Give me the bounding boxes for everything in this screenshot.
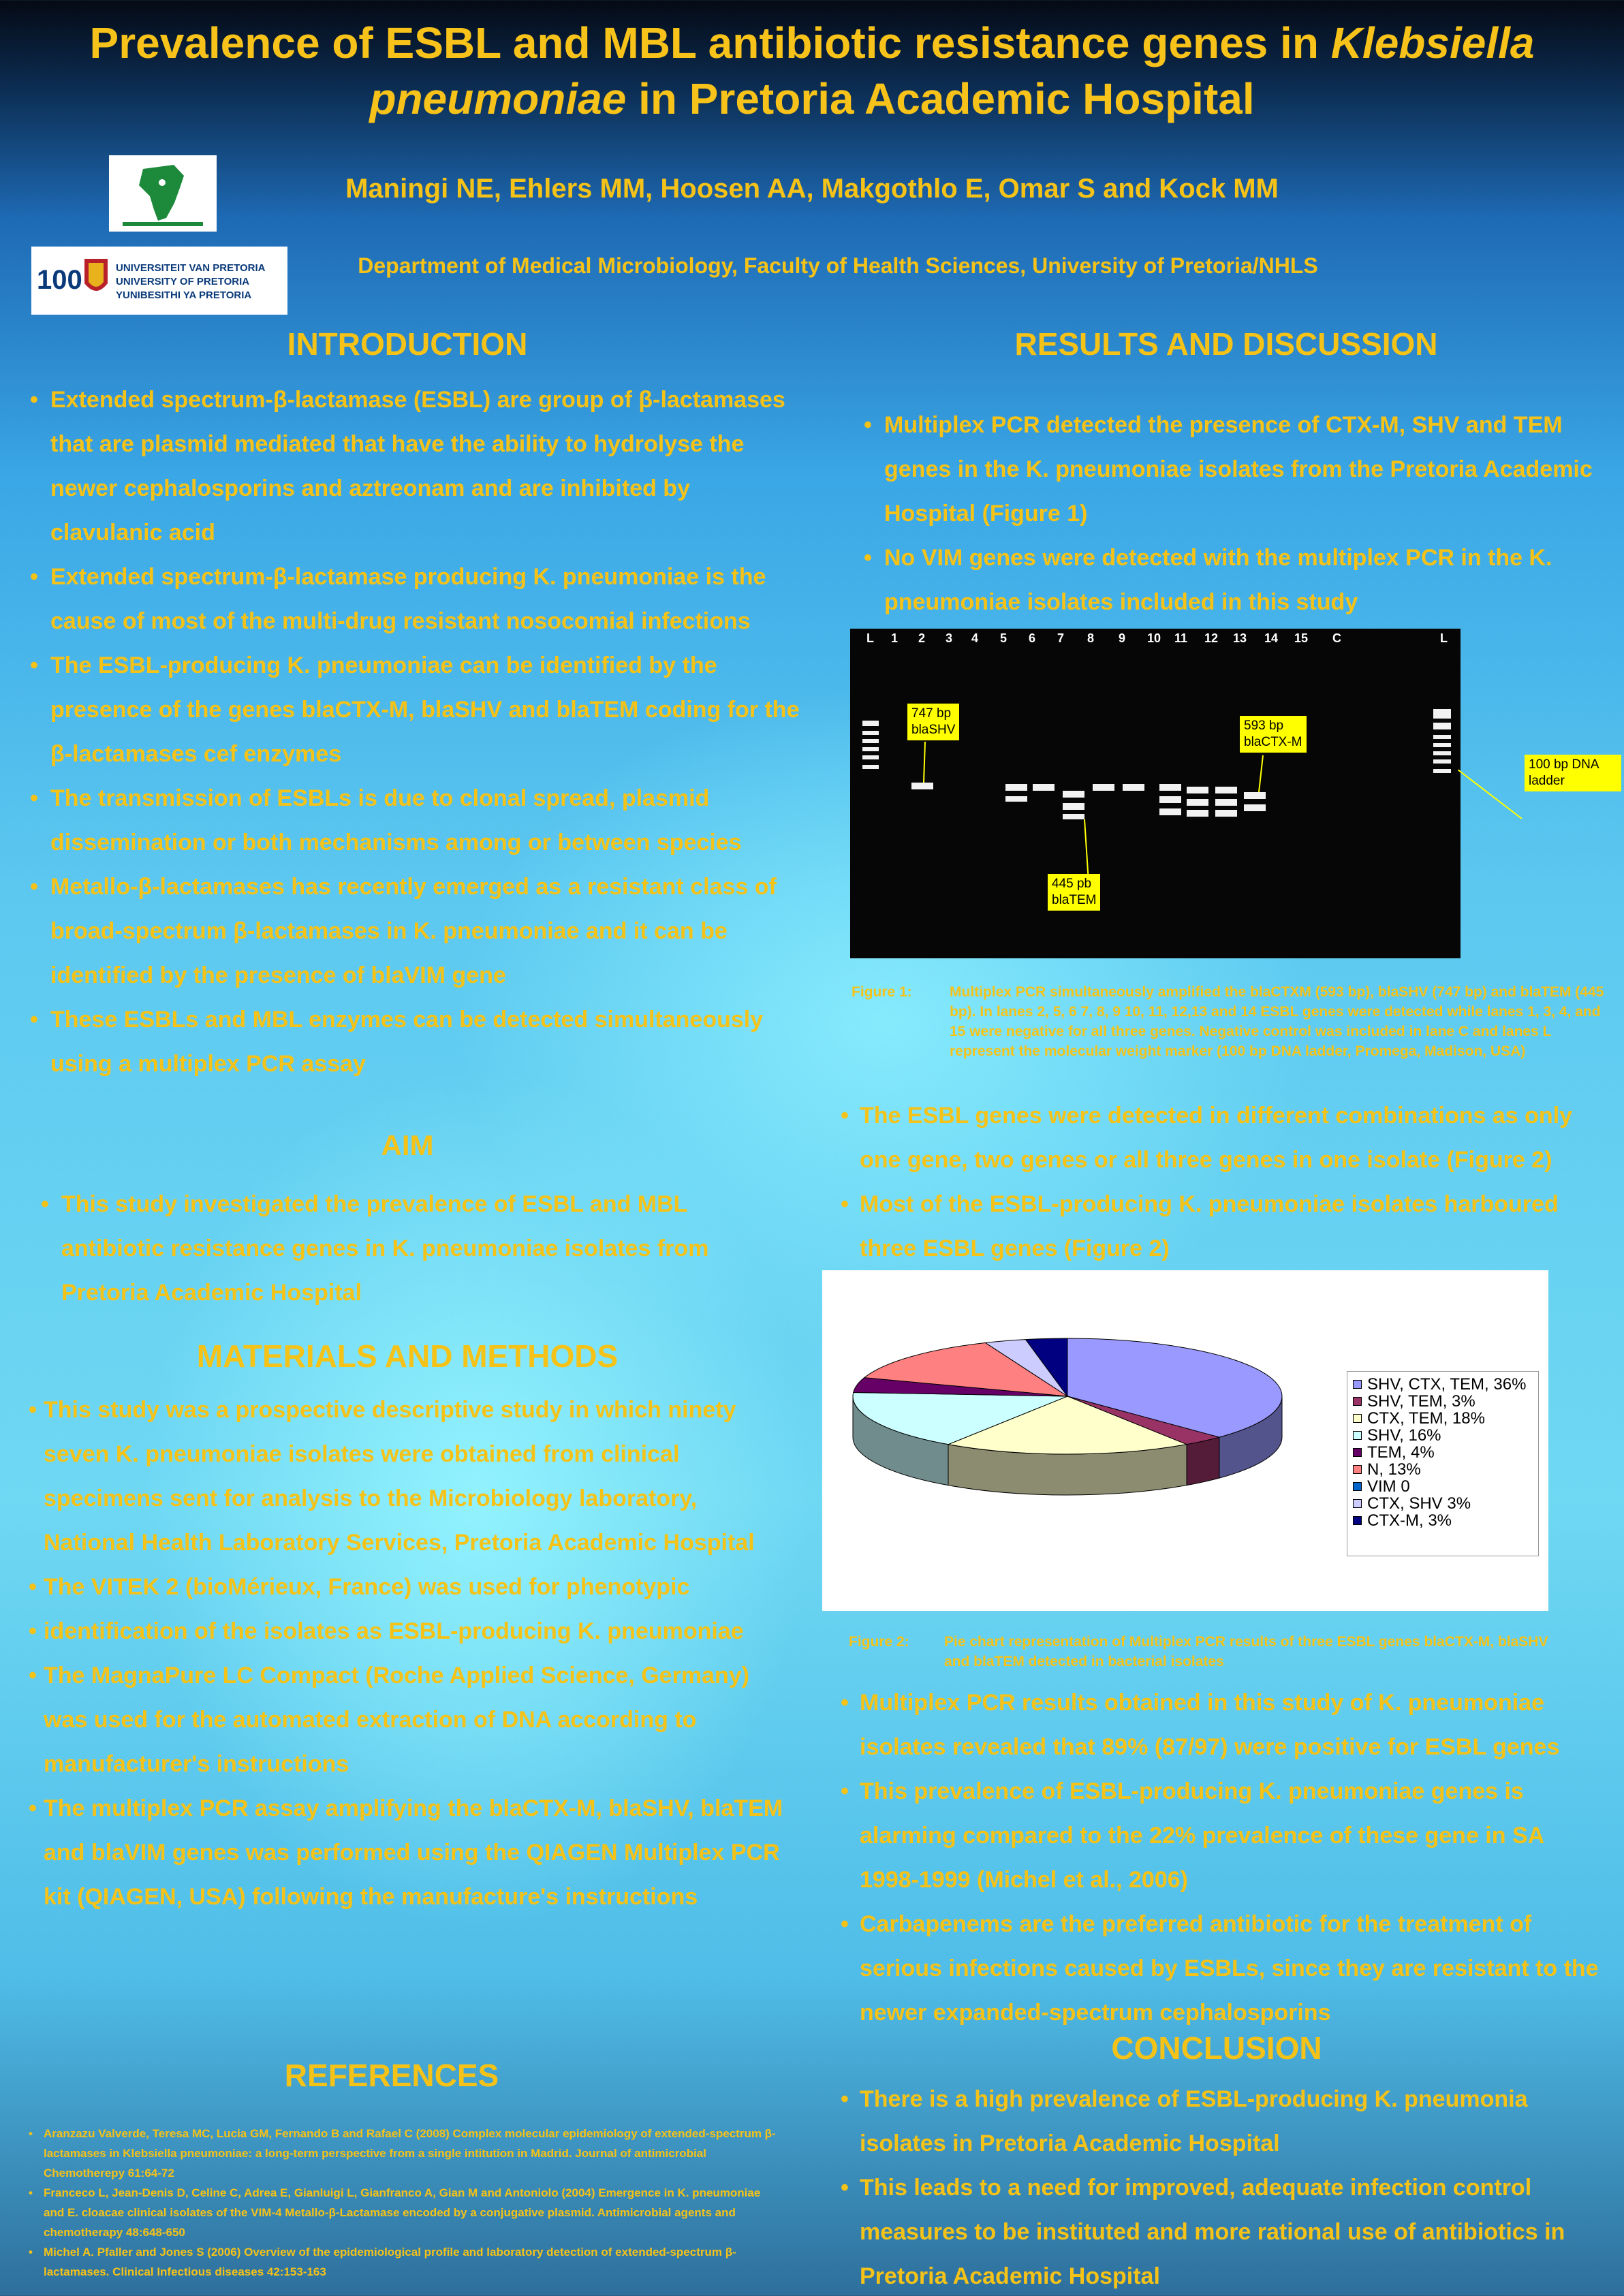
legend-entry — [1353, 1461, 1533, 1478]
gel-lane-label: 12 — [1204, 631, 1219, 645]
legend-label: CTX, TEM, 18% — [1367, 1409, 1485, 1428]
title-part1: Prevalence of ESBL and MBL antibiotic resistance genes in — [89, 18, 1331, 67]
results-bullet: • No VIM genes were detected with the multiplex PCR in the K. pneumoniae isolates included in this study — [864, 545, 1552, 615]
results-heading: RESULTS AND DISCUSSION — [1014, 326, 1438, 362]
gel-lane-label: 9 — [1119, 631, 1126, 645]
gel-lane-label: 5 — [1000, 631, 1008, 645]
callout-ladder: 100 bp DNA ladder — [1525, 755, 1621, 791]
legend-swatch — [1353, 1465, 1362, 1474]
conclusion-bullet: • This leads to a need for improved, adequate infection control measures to be instituted and more rational use of antibiotics in Pretoria Academic Hospital — [841, 2175, 1565, 2289]
legend-label: TEM, 4% — [1367, 1443, 1435, 1462]
intro-list — [30, 378, 800, 1086]
gel-lane-label: L — [1440, 631, 1448, 645]
legend-entry — [1353, 1393, 1533, 1410]
references-heading: REFERENCES — [284, 2058, 499, 2093]
methods-bullet: • The MagnaPure LC Compact (Roche Applied Science, Germany) was used for the automated extraction of DNA according to manufacturer's instructions — [29, 1663, 749, 1777]
legend-label: SHV, 16% — [1367, 1426, 1441, 1445]
intro-bullet: • The transmission of ESBLs is due to clonal spread, plasmid dissemination or both mechanisms among or between species — [30, 785, 742, 855]
aim-list — [41, 1182, 783, 1315]
legend-entry — [1353, 1444, 1533, 1461]
figure-1-caption: Multiplex PCR simultaneously amplified the blaCTXM (593 bp), blaSHV (747 bp) and blaTEM (445 bp). In lanes 2, 5, 6 7, 8, 9 10, 11, 12,13 and 14 ESBL genes were detected while lanes 1, 3, 4, and 15 were negative for all three genes. Negative control was included in lane C and lanes L represent the molecular weight marker (100 bp DNA ladder, Promega, Madison, USA) — [950, 984, 1604, 1059]
legend-swatch — [1353, 1380, 1362, 1389]
title-part2: in Pretoria Academic Hospital — [626, 74, 1255, 123]
figure-1-label: Figure 1: — [852, 984, 912, 1000]
gel-bands — [850, 629, 1461, 958]
aim-heading: AIM — [381, 1129, 434, 1161]
intro-bullet: • These ESBLs and MBL enzymes can be detected simultaneously using a multiplex PCR assay — [30, 1007, 764, 1077]
figure-2-caption: Pie chart representation of Multiplex PCR results of three ESBL genes blaCTX-M, blaSHV and blaTEM detected in bacterial isolates — [944, 1634, 1548, 1669]
results-list-b — [841, 1094, 1609, 1271]
results-bullet: • Multiplex PCR results obtained in this study of K. pneumoniae isolates revealed that 89% (87/97) were positive for ESBL genes — [841, 1690, 1560, 1760]
intro-heading: INTRODUCTION — [287, 326, 528, 362]
pie-chart — [836, 1311, 1354, 1611]
legend-entry — [1353, 1512, 1533, 1529]
aim-bullet: • This study investigated the prevalence of ESBL and MBL antibiotic resistance genes in K. pneumoniae isolates from Pretoria Academic Hospital — [41, 1191, 709, 1306]
callout-shv: 747 bp blaSHV — [907, 704, 959, 740]
pie-legend — [1347, 1371, 1539, 1556]
reference-item: • Aranzazu Valverde, Teresa MC, Lucia GM, Fernando B and Rafael C (2008) Complex molecular epidemiology of extended-spectrum β-lactamases in Klebsiella pneumoniae: a long-term perspective from a single intitution in Madrid. Journal of antimicrobial Chemotherepy 61:64-72 — [29, 2127, 776, 2180]
results-bullet: • Carbapenems are the preferred antibiotic for the treatment of serious infections caused by ESBLs, since they are resistant to the newer expanded-spectrum cephalosporins — [841, 1911, 1599, 2026]
gel-lane-label: 8 — [1087, 631, 1095, 645]
callout-ctx: 593 bp blaCTX-M — [1240, 716, 1307, 753]
conclusion-list — [841, 2077, 1609, 2296]
results-list-a — [864, 403, 1606, 625]
conclusion-heading: CONCLUSION — [1111, 2030, 1322, 2066]
gel-lane-label: 15 — [1294, 631, 1309, 645]
legend-label: CTX, SHV 3% — [1367, 1494, 1471, 1513]
legend-label: VIM 0 — [1367, 1477, 1410, 1496]
methods-heading: MATERIALS AND METHODS — [196, 1338, 619, 1374]
legend-swatch — [1353, 1482, 1362, 1491]
gel-lane-label: 2 — [918, 631, 926, 645]
poster-title — [27, 15, 1597, 127]
gel-lane-label: 11 — [1174, 631, 1188, 645]
intro-bullet: • The ESBL-producing K. pneumoniae can be identified by the presence of the genes blaCTX-M, blaSHV and blaTEM coding for the β-lactamases cef enzymes — [30, 652, 800, 767]
legend-label: CTX-M, 3% — [1367, 1511, 1452, 1530]
results-bullet: • Most of the ESBL-producing K. pneumoniae isolates harboured three ESBL genes (Figure 2) — [841, 1191, 1559, 1261]
legend-label: N, 13% — [1367, 1460, 1421, 1479]
results-bullet: • Multiplex PCR detected the presence of CTX-M, SHV and TEM genes in the K. pneumoniae isolates from the Pretoria Academic Hospital (Figure 1) — [864, 412, 1593, 526]
title-organism: Klebsiella pneumoniae — [369, 18, 1535, 123]
intro-bullet: • Extended spectrum-β-lactamase producing K. pneumoniae is the cause of most of the multi-drug resistant nosocomial infections — [30, 564, 766, 634]
legend-entry — [1353, 1495, 1533, 1512]
legend-swatch — [1353, 1414, 1362, 1423]
methods-bullet: • identification of the isolates as ESBL-producing K. pneumoniae — [29, 1618, 744, 1644]
results-bullet: • The ESBL genes were detected in different combinations as only one gene, two genes or all three genes in one isolate (Figure 2) — [841, 1103, 1573, 1173]
reference-item: • Michel A. Pfaller and Jones S (2006) Overview of the epidemiological profile and laboratory detection of extended-spectrum β-lactamases. Clinical Infectious diseases 42:153-163 — [29, 2246, 736, 2278]
legend-swatch — [1353, 1431, 1362, 1440]
logo-line-1: UNIVERSITEIT VAN PRETORIA — [116, 262, 266, 274]
legend-label: SHV, TEM, 3% — [1367, 1392, 1475, 1411]
gel-lane-label: 6 — [1029, 631, 1036, 645]
legend-swatch — [1353, 1397, 1362, 1406]
callout-tem: 445 pb blaTEM — [1048, 874, 1100, 911]
gel-lane-label: 1 — [891, 631, 899, 645]
logo-line-2: UNIVERSITY OF PRETORIA — [116, 276, 250, 287]
legend-swatch — [1353, 1516, 1362, 1525]
gel-lane-label: C — [1332, 631, 1341, 645]
intro-bullet: • Metallo-β-lactamases has recently emerged as a resistant class of broad-spectrum β-lactamases in K. pneumoniae and it can be identified by the presence of blaVIM gene — [30, 874, 777, 988]
gel-lane-label: 7 — [1057, 631, 1065, 645]
gel-lane-label: 4 — [971, 631, 979, 645]
legend-entry — [1353, 1376, 1533, 1393]
pie-chart-panel — [822, 1270, 1548, 1611]
results-list-c — [841, 1681, 1609, 2035]
gel-lane-label: L — [866, 631, 874, 645]
legend-label: SHV, CTX, TEM, 36% — [1367, 1375, 1527, 1394]
logo-100-text: 100 — [37, 265, 82, 295]
legend-entry — [1353, 1478, 1533, 1495]
references-list — [29, 2124, 779, 2282]
intro-bullet: • Extended spectrum-β-lactamase (ESBL) are group of β-lactamases that are plasmid mediated that have the ability to hydrolyse the newer cephalosporins and aztreonam and are inhibited by clavulanic acid — [30, 387, 785, 546]
methods-bullet: • The multiplex PCR assay amplifying the blaCTX-M, blaSHV, blaTEM and blaVIM genes was performed using the QIAGEN Multiplex PCR kit (QIAGEN, USA) following the manufacture's instructions — [29, 1795, 783, 1910]
pie-slice-side — [1187, 1437, 1219, 1485]
gel-lane-label: 10 — [1147, 631, 1161, 645]
gel-electrophoresis-image — [850, 629, 1461, 958]
legend-swatch — [1353, 1499, 1362, 1508]
authors: Maningi NE, Ehlers MM, Hoosen AA, Makgothlo E, Omar S and Kock MM — [345, 174, 1279, 204]
gel-lane-label: 3 — [946, 631, 953, 645]
legend-entry — [1353, 1427, 1533, 1444]
ladder-pointer-line — [1458, 770, 1526, 824]
reference-item: • Franceco L, Jean-Denis D, Celine C, Adrea E, Gianluigi L, Gianfranco A, Gian M and Antoniolo (2004) Emergence in K. pneumoniae and E. cloacae clinical isolates of the VIM-4 Metallo-β-Lactamase encoded by a conjugative plasmid. Antimicrobial agents and chemotherapy 48:648-650 — [29, 2186, 761, 2239]
results-bullet: • This prevalence of ESBL-producing K. pneumoniae genes is alarming compared to the 22% prevalence of these gene in SA 1998-1999 (Michel et al., 2006) — [841, 1778, 1544, 1893]
gel-lane-label: 14 — [1264, 631, 1279, 645]
logo-line-3: YUNIBESITHI YA PRETORIA — [116, 289, 252, 301]
methods-bullet: • This study was a prospective descriptive study in which ninety seven K. pneumoniae isolates were obtained from clinical specimens sent for analysis to the Microbiology laboratory, National Health Laboratory Services, Pretoria Academic Hospital — [29, 1397, 755, 1556]
legend-swatch — [1353, 1448, 1362, 1457]
gel-lane-label: 13 — [1233, 631, 1247, 645]
department: Department of Medical Microbiology, Faculty of Health Sciences, University of Pretoria/NHLS — [358, 253, 1318, 278]
figure-2-label: Figure 2: — [849, 1634, 909, 1650]
methods-bullet: • The VITEK 2 (bioMérieux, France) was used for phenotypic — [29, 1574, 690, 1600]
methods-list — [29, 1388, 793, 1919]
conclusion-bullet: • There is a high prevalence of ESBL-producing K. pneumonia isolates in Pretoria Academic Hospital — [841, 2086, 1528, 2156]
legend-entry — [1353, 1410, 1533, 1427]
